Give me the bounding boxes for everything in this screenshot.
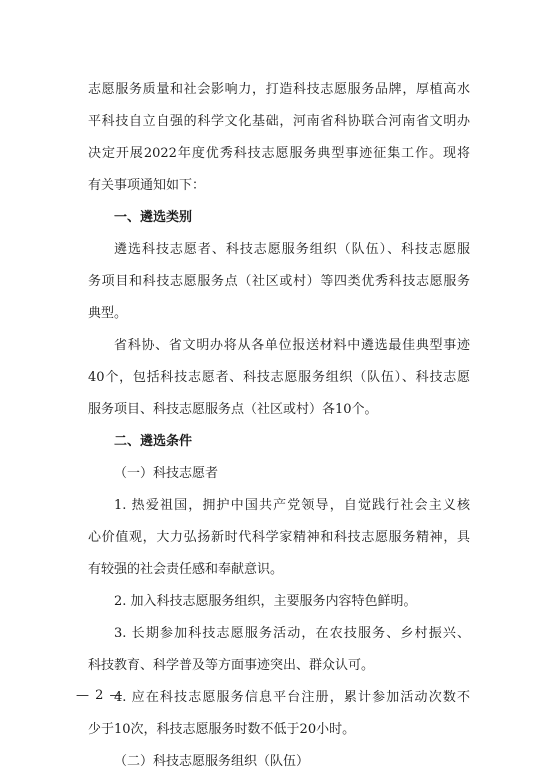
body-line: 有较强的社会责任感和奉献意识。 <box>88 562 284 577</box>
page-number: — 2 — <box>76 688 124 703</box>
body-line: 4. 应在科技志愿服务信息平台注册，累计参加活动次数不 <box>114 690 470 705</box>
body-line: 决定开展2022年度优秀科技志愿服务典型事迹征集工作。现将 <box>88 146 470 161</box>
body-line: 志愿服务质量和社会影响力，打造科技志愿服务品牌，厚植高水 <box>88 82 470 97</box>
body-line: 3. 长期参加科技志愿服务活动，在农技服务、乡村振兴、 <box>114 626 470 641</box>
section-heading: 一、遴选类别 <box>114 210 193 225</box>
body-line: 省科协、省文明办将从各单位报送材料中遴选最佳典型事迹 <box>114 338 470 353</box>
section-heading: 二、遴选条件 <box>114 434 193 449</box>
body-line: 服务项目、科技志愿服务点（社区或村）各10个。 <box>88 402 378 417</box>
body-line: 科技教育、科学普及等方面事迹突出、群众认可。 <box>88 658 375 673</box>
subsection-heading: （一）科技志愿者 <box>114 466 219 481</box>
body-line: 务项目和科技志愿服务点（社区或村）等四类优秀科技志愿服务 <box>88 274 470 289</box>
body-line: 40个，包括科技志愿者、科技志愿服务组织（队伍）、科技志愿 <box>88 370 470 385</box>
document-body <box>88 74 470 778</box>
body-line: 心价值观，大力弘扬新时代科学家精神和科技志愿服务精神，具 <box>88 530 470 545</box>
subsection-heading: （二）科技志愿服务组织（队伍） <box>114 754 310 769</box>
body-line: 典型。 <box>88 306 128 321</box>
body-line: 平科技自立自强的科学文化基础，河南省科协联合河南省文明办 <box>88 114 470 129</box>
body-line: 少于10次，科技志愿服务时数不低于20小时。 <box>88 722 356 737</box>
body-line: 1. 热爱祖国，拥护中国共产党领导，自觉践行社会主义核 <box>114 498 470 513</box>
body-line: 遴选科技志愿者、科技志愿服务组织（队伍）、科技志愿服 <box>114 242 470 257</box>
body-line: 2. 加入科技志愿服务组织，主要服务内容特色鲜明。 <box>114 594 417 609</box>
body-line: 有关事项通知如下： <box>88 178 206 193</box>
